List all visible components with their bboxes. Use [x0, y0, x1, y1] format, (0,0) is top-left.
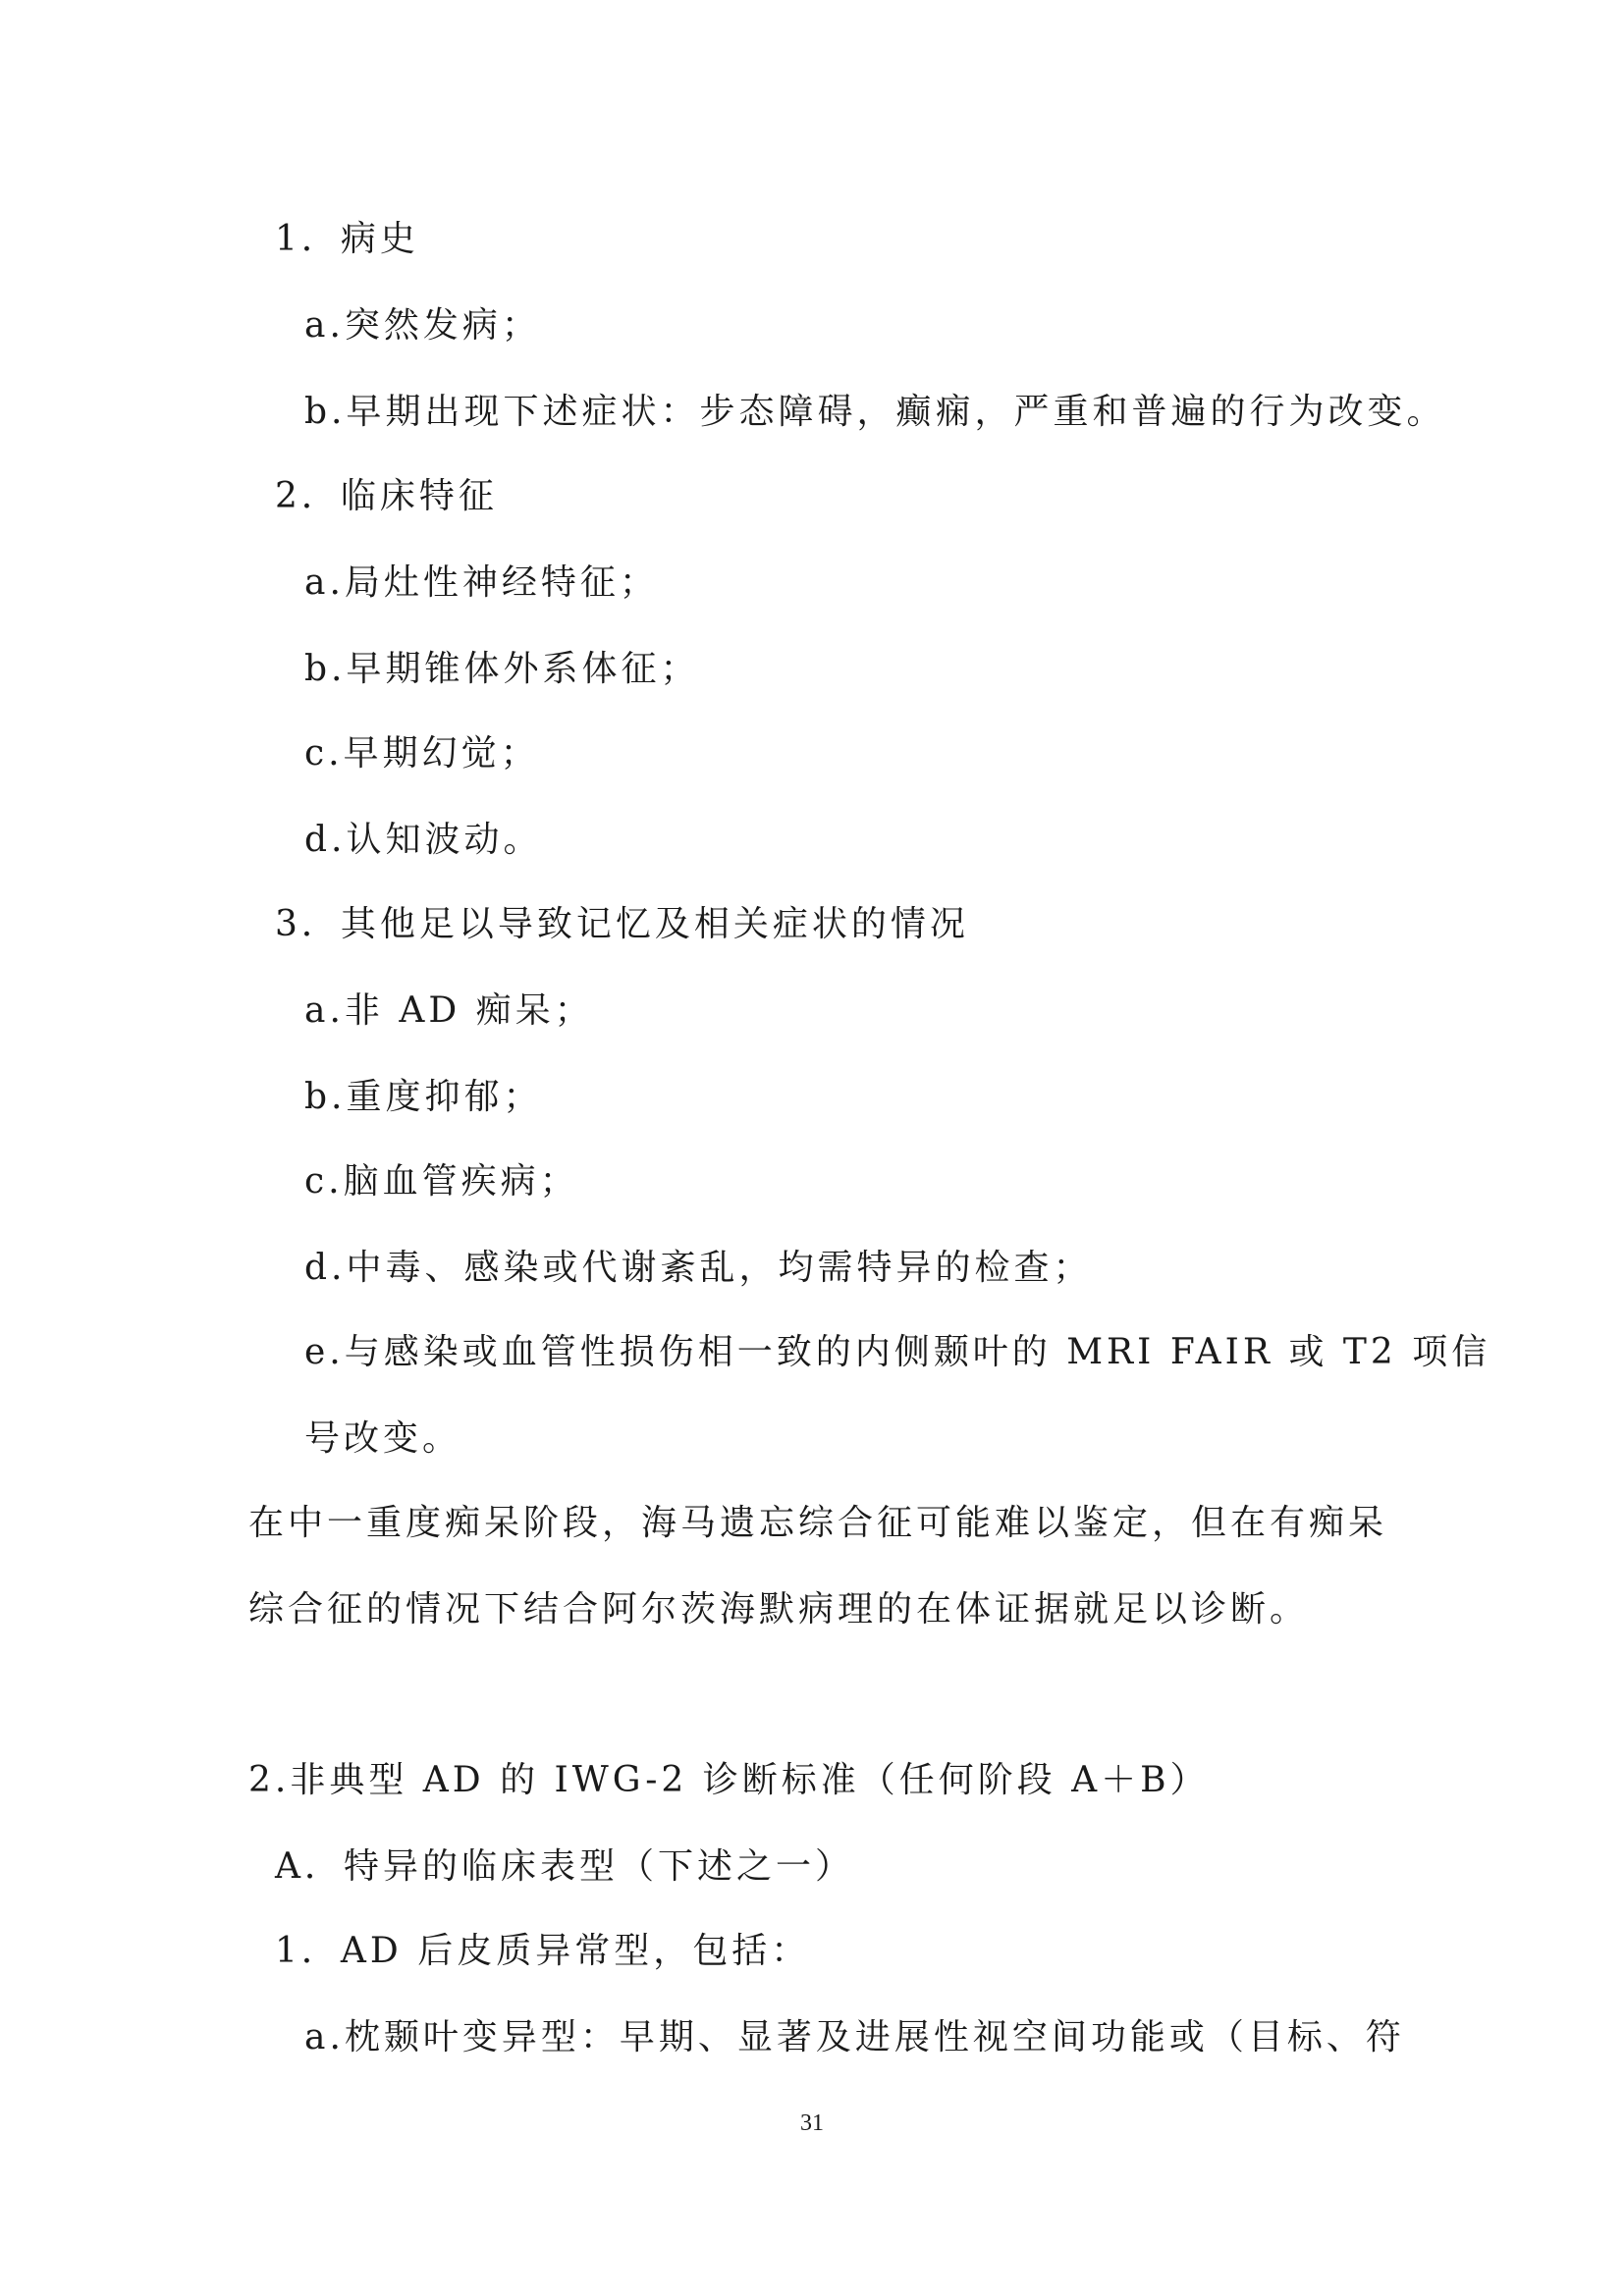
list-item: c.脑血管疾病；	[304, 1161, 579, 1201]
list-item: a.非 AD 痴呆；	[304, 990, 594, 1031]
subheading-posterior: 1．AD 后皮质异常型，包括：	[275, 1931, 811, 1971]
list-item: e.与感染或血管性损伤相一致的内侧颞叶的 MRI FAIR 或 T2 项信	[304, 1332, 1491, 1372]
list-item: b.重度抑郁；	[304, 1077, 543, 1117]
list-item-continuation: 号改变。	[304, 1418, 462, 1459]
list-item: b.早期出现下述症状：步态障碍，癫痫，严重和普遍的行为改变。	[304, 392, 1446, 432]
heading-history: 1．病史	[275, 219, 419, 259]
list-item: c.早期幻觉；	[304, 733, 540, 774]
list-item: d.中毒、感染或代谢紊乱，均需特异的检查；	[304, 1248, 1093, 1288]
list-item: a.局灶性神经特征；	[304, 562, 659, 603]
list-item: b.早期锥体外系体征；	[304, 649, 700, 689]
list-item: a.枕颞叶变异型：早期、显著及进展性视空间功能或（目标、符	[304, 2017, 1405, 2057]
heading-clinical-features: 2．临床特征	[275, 476, 498, 516]
paragraph-line: 综合征的情况下结合阿尔茨海默病理的在体证据就足以诊断。	[248, 1589, 1310, 1629]
section-heading: 2.非典型 AD 的 IWG-2 诊断标准（任何阶段 A＋B）	[248, 1760, 1210, 1800]
page-number: 31	[800, 2110, 824, 2136]
list-item: a.突然发病；	[304, 305, 541, 346]
paragraph-line: 在中一重度痴呆阶段，海马遗忘综合征可能难以鉴定，但在有痴呆	[248, 1503, 1388, 1543]
subheading-phenotype: A．特异的临床表型（下述之一）	[275, 1846, 854, 1887]
heading-other-conditions: 3．其他足以导致记忆及相关症状的情况	[275, 904, 969, 944]
list-item: d.认知波动。	[304, 820, 543, 860]
